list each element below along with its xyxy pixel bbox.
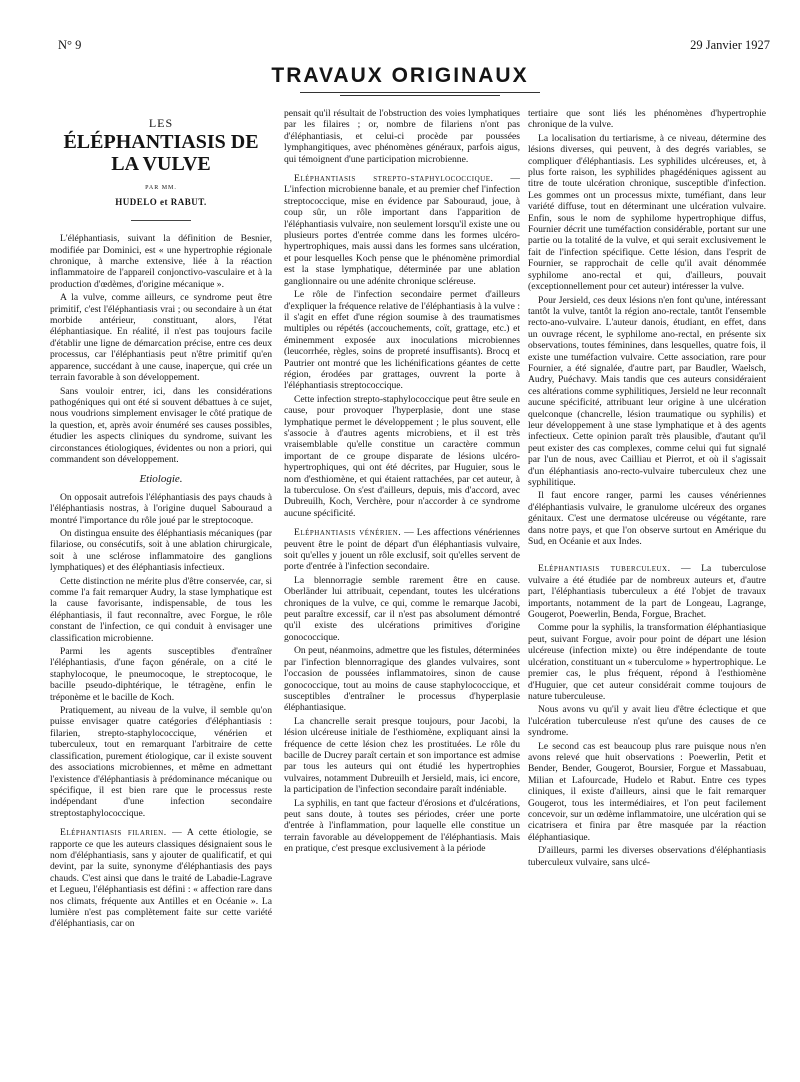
paragraph: Le rôle de l'infection secondaire permet d'ailleurs d'expliquer la fréquence relative de l'éléphantiasis à la vulve : il s'agit en effet d'une région soumise à des traumatismes multiples ou répétés (accouchements, coït, grattage, etc.) et éminemment exposée aux inoculations microbiennes (leucorrhée, règles, soins de propreté insuffisants). Brocq et Pautrier ont montré que les lichénifications géantes de cette région, érodées par grattages, ouvrent la porte à l'éléphantiasis streptococcique. <box>284 289 521 392</box>
paragraph: Parmi les agents susceptibles d'entraîner l'éléphantiasis, d'une façon générale, on a cité le staphylocoque, le pneumocoque, le streptocoque, le bacille pseudo-diphtérique, le tétragène, enfin le tréponème et le bacille de Koch. <box>50 646 272 703</box>
paragraph: Sans vouloir entrer, ici, dans les considérations pathogéniques qui ont été si souvent débattues à ce sujet, nous voudrions simplement envisager le côté pratique de la question, et, après avoir énuméré ses causes possibles, étudier les aspects cliniques du syndrome, suivant les circonstances étiologiques, évidentes ou non a priori, qui commandent son développement. <box>50 385 272 465</box>
article-pretitle: LES <box>148 116 174 130</box>
article-title: ÉLÉPHANTIASIS DE LA VULVE <box>63 131 259 176</box>
paragraph: Cette infection strepto-staphylococcique peut être seule en cause, pour provoquer l'hyperplasie, dont une stase lymphatique permet le développement ; le plus souvent, elle s'associe à d'autres agents microbiens, et il est très vraisemblable qu'elle constitue un caractère commun important de ce groupe disparate de lésions ulcéro-hypertrophiques, qui ont été décrites, par Huguier, sous le nom d'esthiomène, et qui étaient rattachées, par cet auteur, à la tuberculose. On s'est d'ailleurs, depuis, mis d'accord, avec Dubreuilh, Koch, Verchère, pour n'accorder à ce syndrome aucune spécificité. <box>284 393 520 519</box>
column-2 <box>284 108 520 857</box>
article-separator <box>131 220 191 221</box>
column-3 <box>528 108 766 870</box>
rubric-filarien: Eléphantiasis filarien. <box>60 827 167 839</box>
paragraph: La chancrelle serait presque toujours, pour Jacobi, la lésion ulcéreuse initiale de l'esthiomène, expliquant ainsi la fréquence de cette lésion chez les prostituées. Le rôle du bacille de Ducrey paraît certain et son importance est admise par tous les auteurs qui ont étudié les hypertrophies vulvaires, notamment Dubreuilh et Jersield, mais, ici encore, la participation de l'infection secondaire paraît indéniable. <box>284 715 520 796</box>
paragraph: La localisation du tertiarisme, à ce niveau, détermine des lésions diverses, qui peuvent, à des degrés variables, se compliquer d'éléphantiasis. Les syphilides ulcéreuses, et, à plus forte raison, les syphilides phagédéniques agissent au titre de toute ulcération chronique, susceptible d'infection. Les gommes ont un processus mixte, tuméfiant, dans leur variété diffuse, tout en déterminant une ulcération vulvaire. Enfin, sous le nom de syphilome hypertrophique diffus, Fournier décrit une tuméfaction considérable, portant sur une partie ou la totalité de la vulve, et qui serait exclusivement le fait de l'infection spécifique. Cette lésion, dans l'esprit de Fournier, se rapprochait de celle qu'il avait dénommée syphilome ano-rectal et qui, d'ailleurs, pouvait (exceptionnellement pour cet auteur) intéresser la vulve. <box>528 132 766 293</box>
paragraph: A la vulve, comme ailleurs, ce syndrome peut être primitif, c'est l'éléphantiasis vrai ; ou secondaire à un état morbide antérieur, constituant, alors, l'état éléphantiasique. En réalité, il n'est pas toujours facile d'établir une ligne de démarcation précise, entre ces deux processus, car l'éléphantiasis peut n'être primitif qu'en apparence, succédant à une cause, inaperçue, qui crée un terrain favorable à son développement. <box>50 292 272 384</box>
subheading-etiologie: Etiologie. <box>139 473 183 486</box>
paragraph: On distingua ensuite des éléphantiasis mécaniques (par filariose, ou consécutifs, soit à une ablation chirurgicale, soit à une sclérose inflammatoire des ganglions lymphatiques) et des éléphantiasis infectieux. <box>50 527 272 574</box>
paragraph: On peut, néanmoins, admettre que les fistules, déterminées par l'infection blennorragique des glandes vulvaires, sont l'occasion de poussées inflammatoires, sinon de cause gonococcique, tout au moins de cause staphylococcique, et susceptibles d'entraîner le processus d'hyperplasie éléphantiasique. <box>284 645 520 714</box>
paragraph: tertiaire que sont liés les phénomènes d'hypertrophie chronique de la vulve. <box>528 108 766 131</box>
paragraph-filarien: Eléphantiasis filarien. — A cette étiologie, se rapporte ce que les auteurs classiques désignaient sous le nom d'éléphantiasis, sans y ajouter de qualificatif, et qui devint, par la suite, synonyme d'éléphantiasis des pays chauds. C'est ainsi que dans le traité de Labadie-Lagrave et Legueu, l'éléphantiasis est défini : « affection rare dans nos climats, fréquente aux Antilles et en Océanie ». La lumière n'est pas complètement faite sur cette variété d'éléphantiasis, car on <box>50 827 272 930</box>
paragraph: Cette distinction ne mérite plus d'être conservée, car, si comme l'a fait remarquer Audry, la stase lymphatique est la cause favorisante, indispensable, de tous les éléphantiasis, il faut reconnaître, avec Forgue, le rôle constant de l'infection, ce qui conduit à envisager une classification microbienne. <box>50 575 272 644</box>
paragraph: Pour Jersield, ces deux lésions n'en font qu'une, intéressant tantôt la vulve, tantôt la région ano-rectale, tantôt l'ensemble recto-ano-vulvaire. L'auteur danois, étudiant, en effet, dans un ouvrage récent, le syphilome ano-rectal, en présente six observations, toutes féminines, dans lesquelles, quatre fois, il existe une tuméfaction vulvaire. Cette association, rare pour Fournier, a été signalée, d'autre part, par Baudler, Waelsch, Audry, Puéchavy. Mais tandis que ces auteurs considéraient ces altérations comme syphilitiques, Jersield ne leur reconnaît aucune spécificité, attribuant leur origine à une ulcération quelconque (chancrelle, lésion traumatique ou syphilis) et leur développement à une stase lymphatique et à des agents infectieux. Cette opinion paraît très plausible, d'autant qu'il peut exister des cas complexes, comme celui qui fut signalé par l'un de nous, avec Cailliau et Pierrot, et où il s'agissait d'un éléphantiasis ano-recto-vulvaire tuberculeux chez une syphilitique. <box>528 294 766 488</box>
paragraph: D'ailleurs, parmi les diverses observations d'éléphantiasis tuberculeux vulvaire, sans ulcé- <box>528 845 766 868</box>
paragraph: pensait qu'il résultait de l'obstruction des voies lymphatiques par les filaires ; or, nombre de filariens n'ont pas d'éléphantiasis, et celui-ci procède par poussées lymphangitiques, avec phénomènes généraux, parfois aigus, qui témoignent d'une participation microbienne. <box>284 108 520 165</box>
section-title: TRAVAUX ORIGINAUX <box>271 64 529 87</box>
paragraph: Nous avons vu qu'il y avait lieu d'être éclectique et que l'ulcération tuberculeuse n'est qu'une des causes de ce syndrome. <box>528 704 766 739</box>
paragraph-strepto: Eléphantiasis strepto-staphylococcique. — L'infection microbienne banale, et au premier chef l'infection streptococcique, mise en évidence par Sabouraud, joue, à coup sûr, un rôle important dans l'apparition de l'éléphantiasis vulvaire, non seulement lorsqu'il existe une ou plusieurs portes d'entrée comme dans les formes ulcéro-hypertrophiques, mais aussi dans les formes sans ulcération, et pour lesquelles Koch pense que le phénomène primordial est la stase lymphatique, déterminée par une ablation ganglionnaire ou une adénite chronique scléreuse. <box>284 173 520 287</box>
paragraph-tuberculeux: Eléphantiasis tuberculeux. — La tuberculose vulvaire a été étudiée par de nombreux auteurs et, d'autre part, l'éléphantiasis tuberculeux a été l'objet de travaux importants, notamment de la part de Longeau, Lagrange, Gougerot, Poewerlin, Benda, Forgue, Brachet. <box>528 563 766 621</box>
title-rule <box>300 92 540 93</box>
title-rule-short <box>340 95 500 96</box>
paragraph: Le second cas est beaucoup plus rare puisque nous n'en avons relevé que huit observations : Poewerlin, Petit et Bender, Bender, Gougerot, Boursier, Forgue et Massabuau, Milian et Lafourcade, Hudelo et Rabut. Entre ces types cliniques, il existe d'ailleurs, ainsi que le fait remarquer Gougerot, tous les intermédiaires, et l'on peut facilement concevoir, sur un œdème inflammatoire, une ulcération qui se cicatrisera et finira par être masquée par la réaction éléphantiasique. <box>528 740 766 843</box>
rubric-venerien: Eléphantiasis vénérien. <box>294 527 402 539</box>
paragraph: On opposait autrefois l'éléphantiasis des pays chauds à l'éléphantiasis nostras, à l'origine duquel Sabouraud a montré l'importance du rôle joué par le streptocoque. <box>50 491 272 526</box>
issue-date: 29 Janvier 1927 <box>690 38 770 52</box>
paragraph-venerien: Eléphantiasis vénérien. — Les affections vénériennes peuvent être le point de départ d'un éléphantiasis vulvaire, soit qu'elles y jouent un rôle exclusif, soit qu'elles servent de porte d'entrée à l'infection secondaire. <box>284 527 520 573</box>
article-byline-par: PAR MM. <box>145 185 177 192</box>
paragraph: L'éléphantiasis, suivant la définition de Besnier, modifiée par Dominici, est « une hypertrophie régionale chronique, à marche extensive, liée à la réaction inflammatoire de l'appareil conjonctivo-vasculaire et à la production d'œdèmes, d'origine mécanique ». <box>50 233 272 290</box>
paragraph: Il faut encore ranger, parmi les causes vénériennes d'éléphantiasis vulvaire, le granulome ulcéreux des organes génitaux. C'est une dermatose ulcéreuse ou végétante, rare dans notre pays, et que l'on observe surtout en Amérique du Sud, en Océanie et aux Indes. <box>528 490 766 548</box>
paragraph: Comme pour la syphilis, la transformation éléphantiasique peut, suivant Forgue, avoir pour point de départ une lésion ulcéreuse (infection mixte) ou être indépendante de toute ulcération, constituant un « tuberculome » hypertrophique. Le premier cas, le plus fréquent, répond à l'esthiomène d'Huguier, que cet auteur considérait comme toujours de nature tuberculeuse. <box>528 622 766 702</box>
column-1 <box>50 118 272 932</box>
article-authors: HUDELO et RABUT. <box>115 196 207 207</box>
paragraph: La syphilis, en tant que facteur d'érosions et d'ulcérations, peut sans doute, à toutes ses périodes, créer une porte d'entrée à l'inflammation, pour laquelle elle constitue un terrain favorable au développement de l'éléphantiasis. Mais en pratique, c'est presque exclusivement à la période <box>284 797 520 855</box>
paragraph: La blennorragie semble rarement être en cause. Oberländer lui attribuait, cependant, toutes les ulcérations chroniques de la vulve, ce qui, comme le remarque Jacobi, peut paraître excessif, car il n'est pas absolument démontré qu'il existe des ulcérations primitives d'origine gonococcique. <box>284 574 520 643</box>
rubric-tuberculeux: Eléphantiasis tuberculeux. <box>538 563 671 575</box>
paragraph: Pratiquement, au niveau de la vulve, il semble qu'on puisse envisager quatre catégories d'éléphantiasis : filarien, strepto-staphylococcique, vénérien et tuberculeux, tout en remarquant l'arbitraire de cette classification, purement étiologique, car il existe souvent des associations microbiennes, et même en admettant l'existence d'éléphantiasis à prédominance mécanique ou spécifique, il est bien rare que le processus reste indépendant d'une infection secondaire streptostaphylococcique. <box>50 705 272 819</box>
issue-number: N° 9 <box>58 38 82 52</box>
rubric-strepto: Eléphantiasis strepto-staphylococcique. <box>294 173 494 185</box>
